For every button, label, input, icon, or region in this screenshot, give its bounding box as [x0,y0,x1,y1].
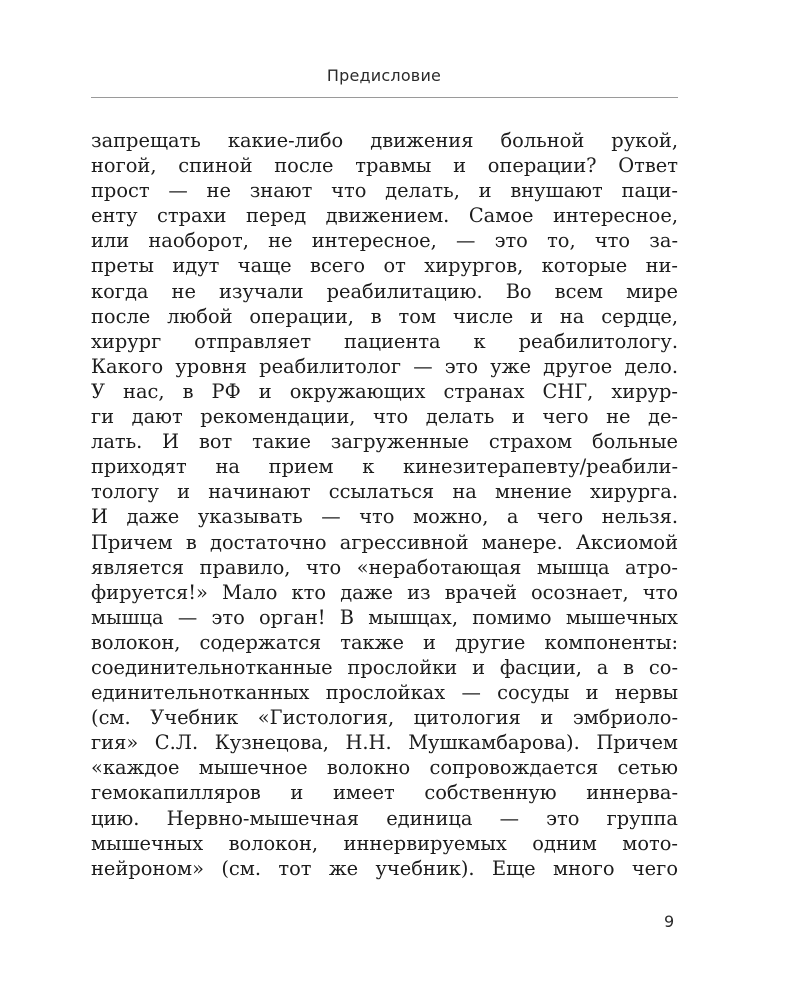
text-line: гия» С.Л. Кузнецова, Н.Н. Мушкамбарова). Причем [91,731,678,755]
text-line: волокон, содержатся также и другие компоненты: [91,630,678,654]
text-line: прост — не знают что делать, и внушают паци- [91,179,678,203]
text-line: преты идут чаще всего от хирургов, которые ни- [91,254,678,278]
text-line: хирург отправляет пациента к реабилитологу. [91,329,678,353]
text-line: гемокапилляров и имеет собственную иннерва- [91,781,678,805]
page-number: 9 [664,912,675,931]
text-line: ногой, спиной после травмы и операции? Ответ [91,154,678,178]
text-line: (см. Учебник «Гистология, цитология и эмбриоло- [91,706,678,730]
text-line: когда не изучали реабилитацию. Во всем мире [91,279,678,303]
text-line: Какого уровня реабилитолог — это уже другое дело. [91,354,678,378]
text-line: Причем в достаточно агрессивной манере. Аксиомой [91,530,678,554]
text-line: У нас, в РФ и окружающих странах СНГ, хирур- [91,379,678,403]
text-line: является правило, что «неработающая мышца атро- [91,555,678,579]
text-line: мышца — это орган! В мышцах, помимо мышечных [91,605,678,629]
text-line: или наоборот, не интересное, — это то, что за- [91,229,678,253]
text-line: после любой операции, в том числе и на сердце, [91,304,678,328]
text-line: «каждое мышечное волокно сопровождается сетью [91,756,678,780]
body-text [91,128,678,881]
text-line: единительнотканных прослойках — сосуды и нервы [91,681,678,705]
text-line: ги дают рекомендации, что делать и чего не де- [91,405,678,429]
text-line: И даже указывать — что можно, а чего нельзя. [91,505,678,529]
running-head-title: Предисловие [326,66,442,85]
text-line: тологу и начинают ссылаться на мнение хирурга. [91,480,678,504]
text-line: соединительнотканные прослойки и фасции, а в со- [91,655,678,679]
text-line: приходят на прием к кинезитерапевту/реабили- [91,455,678,479]
text-line: запрещать какие-либо движения больной рукой, [91,129,678,152]
text-line: лать. И вот такие загруженные страхом больные [91,430,678,454]
text-line: фируется!» Мало кто даже из врачей осознает, что [91,580,678,604]
text-line: цию. Нервно-мышечная единица — это группа [91,806,678,830]
text-line: мышечных волокон, иннервируемых одним мото- [91,831,678,855]
header-divider [91,97,678,98]
text-line: нейроном» (см. тот же учебник). Еще много чего [91,856,678,880]
text-line: енту страхи перед движением. Самое интересное, [91,204,678,228]
